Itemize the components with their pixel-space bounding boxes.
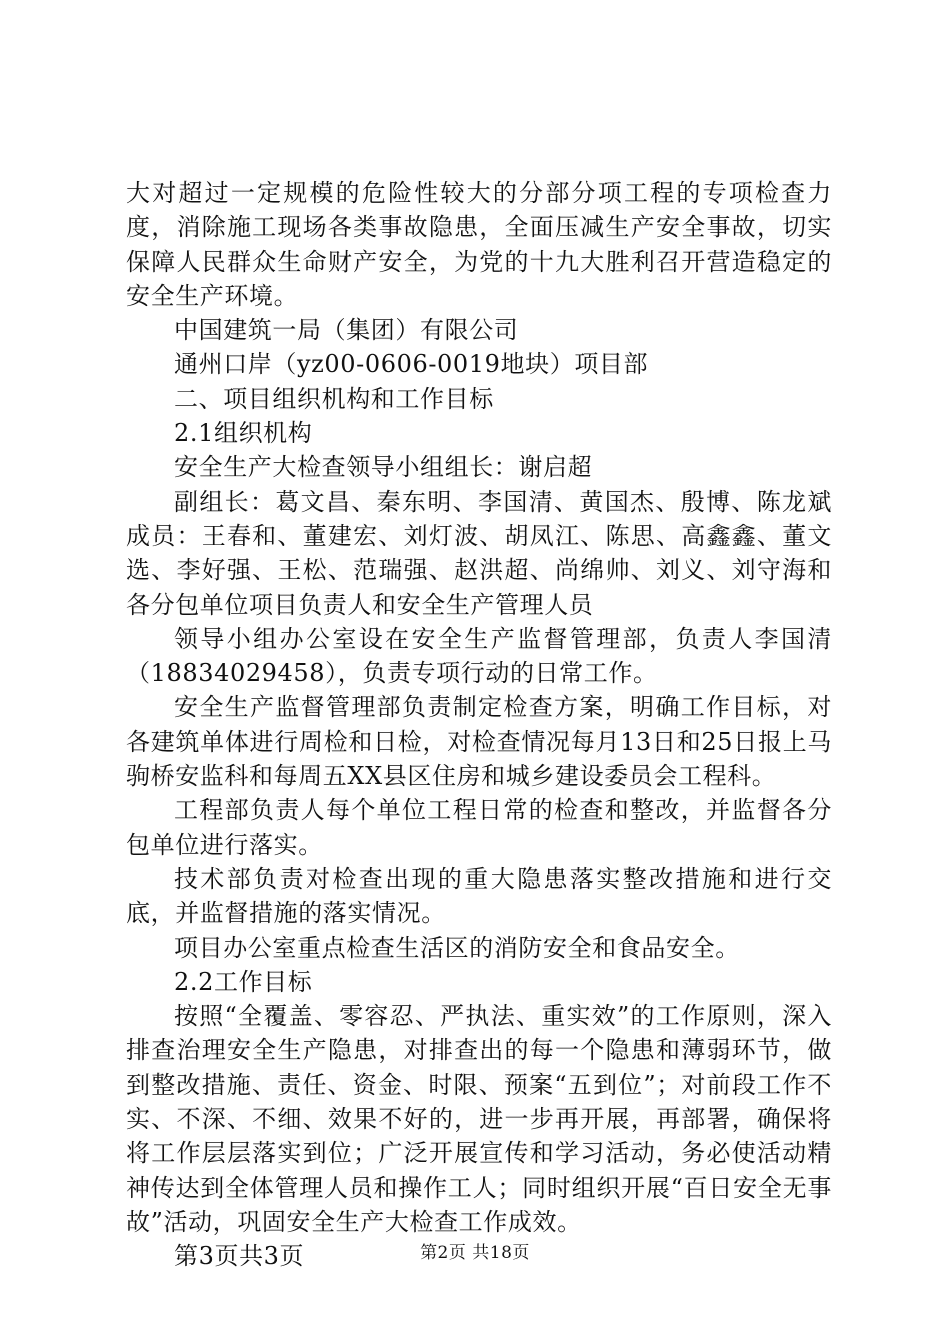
office-paragraph: 领导小组办公室设在安全生产监督管理部，负责人李国清（18834029458），负责专项行动的日常工作。 xyxy=(126,624,832,688)
office-check-paragraph: 项目办公室重点检查生活区的消防安全和食品安全。 xyxy=(174,933,740,962)
project-department-line: 通州口岸（yz00-0606-0019地块）项目部 xyxy=(174,350,649,379)
inner-page-number: 第3页共3页 xyxy=(174,1242,305,1271)
company-name-line: 中国建筑一局（集团）有限公司 xyxy=(174,316,519,345)
goals-paragraph: 按照“全覆盖、零容忍、严执法、重实效”的工作原则，深入排查治理安全生产隐患，对排查出的每一个隐患和薄弱环节，做到整改措施、责任、资金、时限、预案“五到位”；对前段工作不实、不深、不细、效果不好的，进一步再开展，再部署，确保将将工作层层落实到位；广泛开展宣传和学习活动，务必使活动精神传达到全体管理人员和操作工人；同时组织开展“百日安全无事故”活动，巩固安全生产大检查工作成效。 xyxy=(126,1002,832,1236)
members-paragraph: 副组长：葛文昌、秦东明、李国清、黄国杰、殷博、陈龙斌成员：王春和、董建宏、刘灯波、胡凤江、陈思、高鑫鑫、董文选、李好强、王松、范瑞强、赵洪超、尚绵帅、刘义、刘守海和各分包单位项目负责人和安全生产管理人员 xyxy=(126,487,832,619)
section-heading-organization: 二、项目组织机构和工作目标 xyxy=(174,384,494,413)
engineering-paragraph: 工程部负责人每个单位工程日常的检查和整改，并监督各分包单位进行落实。 xyxy=(126,796,832,859)
page-footer: 第2页 共18页 xyxy=(420,1243,530,1263)
supervision-paragraph: 安全生产监督管理部负责制定检查方案，明确工作目标，对各建筑单体进行周检和日检，对检查情况每月13日和25日报上马驹桥安监科和每周五XX县区住房和城乡建设委员会工程科。 xyxy=(126,693,832,791)
document-body xyxy=(126,176,832,1274)
technical-paragraph: 技术部负责对检查出现的重大隐患落实整改措施和进行交底，并监督措施的落实情况。 xyxy=(126,864,832,928)
paragraph-continuation: 大对超过一定规模的危险性较大的分部分项工程的专项检查力度，消除施工现场各类事故隐患，全面压减生产安全事故，切实保障人民群众生命财产安全，为党的十九大胜利召开营造稳定的安全生产环境。 xyxy=(126,179,832,310)
leader-line: 安全生产大检查领导小组组长：谢启超 xyxy=(174,453,593,482)
subsection-heading-2-2: 2.2工作目标 xyxy=(174,967,313,996)
subsection-heading-2-1: 2.1组织机构 xyxy=(174,419,313,448)
